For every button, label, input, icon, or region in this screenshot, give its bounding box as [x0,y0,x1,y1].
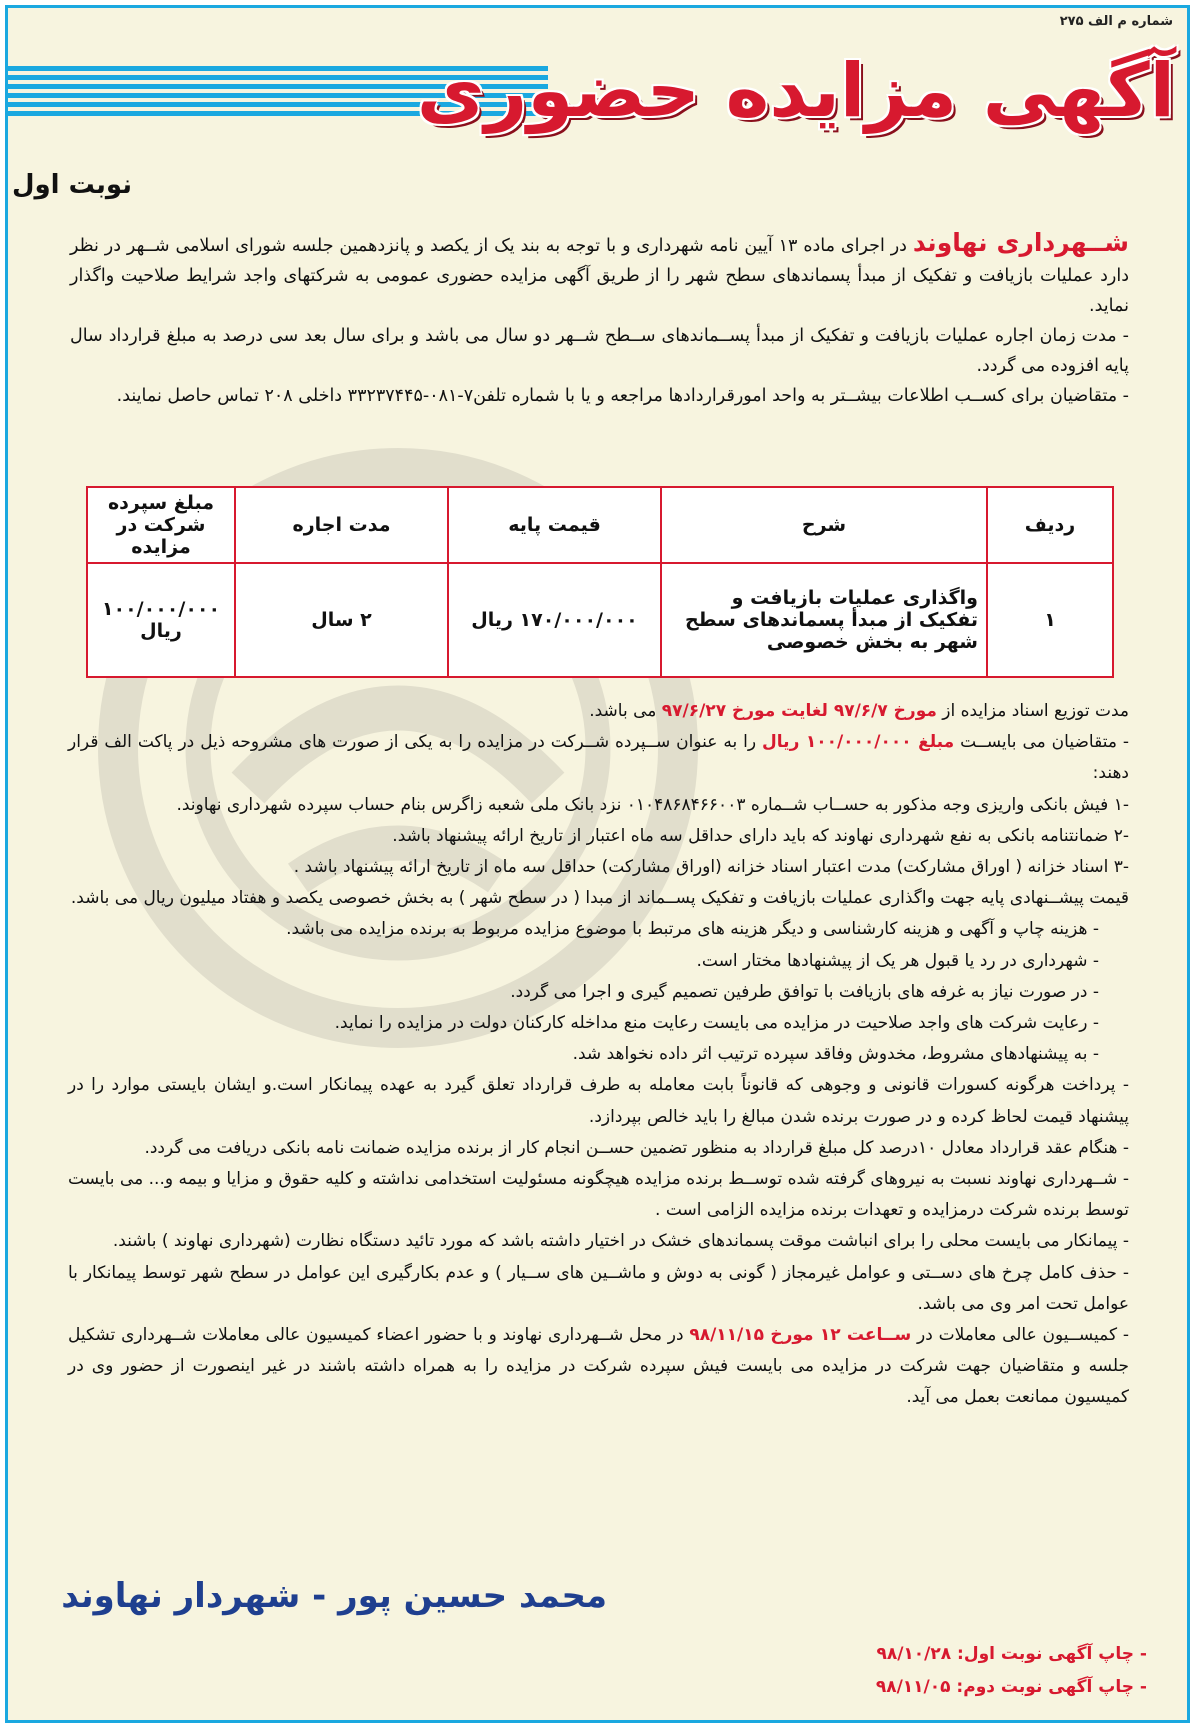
terms-line-6: قیمت پیشــنهادی پایه جهت واگذاری عملیات بازیافت و تفکیک پســماند از مبدا ( در سطح شهر ) به بخش خصوصی یکصد و هفتاد میلیون ریال می باشد. [70,888,1129,909]
text: - متقاضیان می بایســت [960,732,1130,753]
terms-line-8: - شهرداری در رد یا قبول هر یک از پیشنهادها مختار است. [696,950,1099,971]
cell-base-price: ۱۷۰/۰۰۰/۰۰۰ ریال [448,563,661,677]
print-date-first: - چاپ آگهی نوبت اول: ۹۸/۱۰/۲۸ [876,1644,1147,1664]
intro-text-1: در اجرای ماده ۱۳ آیین نامه شهرداری و با توجه به بند یک از یکصد و پانزدهمین جلسه شورای اسلامی شــهر در نظر دارد عملیات بازیافت و تفکیک از مبدأ پسماندهای سطح شهر را از طریق آگهی مزایده حضوری عمومی به شرکتهای واجد شرایط صلاحیت واگذار نماید. [70,236,1129,316]
col-header-row-no: ردیف [987,487,1113,563]
print-date-second: - چاپ آگهی نوبت دوم: ۹۸/۱۱/۰۵ [875,1677,1147,1697]
cell-desc: واگذاری عملیات بازیافت و تفکیک از مبدأ پسماندهای سطح شهر به بخش خصوصی [661,563,987,677]
terms-line-4: -۲ ضمانتنامه بانکی به نفع شهرداری نهاوند که باید دارای حداقل سه ماه اعتبار از تاریخ ارائه پیشنهاد باشد. [392,825,1129,846]
col-header-term: مدت اجاره [235,487,448,563]
col-header-deposit: مبلغ سپرده شرکت در مزایده [87,487,235,563]
ad-headline: آگهی مزایده حضوری [416,48,1175,134]
terms-line-17 [68,1320,1129,1414]
terms-line-5: -۳ اسناد خزانه ( اوراق مشارکت) مدت اعتبار اسناد خزانه (اوراق مشارکت) حداقل سه ماه از تاریخ ارائه پیشنهاد باشد . [293,857,1129,878]
intro-paragraph-1 [70,228,1129,321]
table-header-row [87,487,1113,563]
table-row [87,563,1113,677]
deposit-amount: مبلغ ۱۰۰/۰۰۰/۰۰۰ ریال [762,732,955,753]
terms-line-10: - رعایت شرکت های واجد صلاحیت در مزایده می بایست رعایت منع مداخله کارکنان دولت در مزایده را نماید. [334,1013,1099,1034]
terms-line-3: -۱ فیش بانکی واریزی وجه مذکور به حســاب شــماره ۰۱۰۴۸۶۸۴۶۶۰۰۳ نزد بانک ملی شعبه زاگرس بنام حساب سپرده شهرداری نهاوند. [176,794,1129,815]
intro-paragraph-2: - مدت زمان اجاره عملیات بازیافت و تفکیک از مبدأ پســماندهای ســطح شــهر دو سال می باشد و برای سال بعد سی درصد به مبلغ قرارداد سال پایه افزوده می گردد. [70,326,1129,376]
terms-line-9: - در صورت نیاز به غرفه های بازیافت با توافق طرفین تصمیم گیری و اجرا می گردد. [510,981,1099,1002]
auction-table [86,486,1114,678]
terms-section [68,696,1129,1414]
terms-line-12: - پرداخت هرگونه کسورات قانونی و وجوهی که قانوناً بابت معامله به طرف قرارداد تعلق گیرد به عهده پیمانکار است.و ایشان بایستی موارد را در پیشنهاد قیمت لحاظ کرده و در صورت برنده شدن مبالغ را باید خالص بپردازد. [68,1075,1129,1127]
distribution-dates: مورخ ۹۷/۶/۷ لغایت مورخ ۹۷/۶/۲۷ [661,701,937,721]
terms-line-2 [68,727,1129,789]
ad-page [5,5,1190,1723]
reference-number: شماره م الف ۲۷۵ [1059,14,1173,29]
signature: محمد حسین پور - شهردار نهاوند [61,1576,607,1616]
col-header-base-price: قیمت پایه [448,487,661,563]
commission-time: ســاعت ۱۲ مورخ ۹۸/۱۱/۱۵ [689,1325,912,1346]
terms-line-15: - پیمانکار می بایست محلی را برای انباشت موقت پسماندهای خشک در اختیار داشته باشد که مورد تائید دستگاه نظارت (شهرداری نهاوند ) باشند. [112,1231,1129,1252]
intro-paragraph-3: - متقاضیان برای کســب اطلاعات بیشــتر به واحد امورقراردادها مراجعه و یا با شماره تلفن۷-۰۸۱-۳۳۲۳۷۴۴۵ داخلی ۲۰۸ تماس حاصل نمایند. [116,386,1129,406]
cell-term: ۲ سال [235,563,448,677]
cell-row-no: ۱ [987,563,1113,677]
col-header-desc: شرح [661,487,987,563]
text: - کمیســیون عالی معاملات در [917,1325,1130,1346]
intro-section [70,228,1129,411]
terms-line-11: - به پیشنهادهای مشروط، مخدوش وفاقد سپرده ترتیب اثر داده نخواهد شد. [572,1044,1099,1065]
terms-line-14: - شــهرداری نهاوند نسبت به نیروهای گرفته شده توســط برنده مزایده هیچگونه مسئولیت استخدامی نداشته و کلیه حقوق و مزایا و بیمه و... می بایست توسط برنده شرکت درمزایده و تعهدات برنده مزایده الزامی است . [68,1169,1129,1221]
round-label: نوبت اول [11,170,132,200]
text: مدت توزیع اسناد مزایده از [942,701,1129,721]
terms-line-16: - حذف کامل چرخ های دســتی و عوامل غیرمجاز ( گونی به دوش و ماشــین های ســیار ) و عدم بکارگیری این عوامل در سطح شهر توسط پیمانکار با عوامل تحت امر وی می باشد. [68,1262,1129,1314]
municipality-name: شــهرداری نهاوند [912,228,1129,257]
text: را به عنوان ســپرده شــرکت در مزایده را به یکی از صورت های مشروحه ذیل در پاکت الف قرار دهند: [68,732,1129,784]
terms-line-13: - هنگام عقد قرارداد معادل ۱۰درصد کل مبلغ قرارداد به منظور تضمین حســن انجام کار از برنده مزایده ضمانت نامه بانکی دریافت می گردد. [144,1137,1129,1158]
text: در محل شــهرداری نهاوند و با حضور اعضاء کمیسیون عالی معاملات شــهرداری تشکیل جلسه و متقاضیان جهت شرکت در مزایده می بایست فیش سپرده شرکت در مزایده را به همراه داشته باشند در غیر اینصورت از حضور وی در کمیسیون ممانعت بعمل می آید. [68,1325,1129,1408]
text: می باشد. [589,701,657,721]
terms-line-7: - هزینه چاپ و آگهی و هزینه کارشناسی و دیگر هزینه های مرتبط با موضوع مزایده مربوط به برنده مزایده می باشد. [286,919,1099,940]
print-dates [876,1638,1147,1704]
cell-deposit: ۱۰۰/۰۰۰/۰۰۰ ریال [87,563,235,677]
terms-line-1 [68,696,1129,727]
